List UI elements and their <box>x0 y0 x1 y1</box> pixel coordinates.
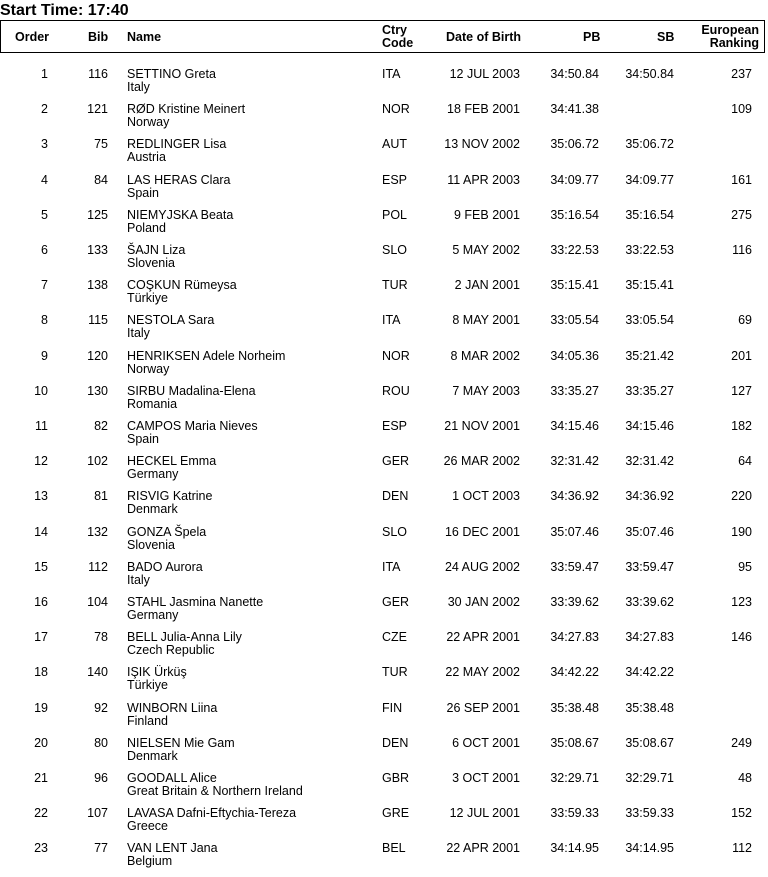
athlete-name: RISVIG Katrine <box>127 489 213 504</box>
country-code-cell: ROU <box>382 383 410 398</box>
country-code-cell: ESP <box>382 419 408 433</box>
personal-best-cell: 33:59.47 <box>550 559 599 574</box>
european-ranking-cell: 127 <box>731 383 752 398</box>
athlete-name: IŞIK Ürküş <box>127 665 187 680</box>
athlete-name: VAN LENT Jana <box>127 841 218 856</box>
season-best-cell: 35:06.72 <box>625 137 674 152</box>
athlete-country: Slovenia <box>127 537 175 552</box>
athlete-name: NESTOLA Sara <box>127 313 215 328</box>
bib-cell: 120 <box>87 348 108 363</box>
table-row <box>0 68 768 103</box>
order-cell: 8 <box>41 313 48 328</box>
athlete-country: Italy <box>127 326 150 341</box>
season-best-cell: 34:27.83 <box>625 630 674 645</box>
personal-best-cell: 34:27.83 <box>550 630 599 645</box>
athlete-country: Germany <box>127 608 179 622</box>
personal-best-cell: 33:39.62 <box>550 595 599 609</box>
season-best-cell: 35:08.67 <box>625 735 674 750</box>
athlete-cell <box>127 279 237 305</box>
table-row <box>0 702 768 737</box>
athlete-country: Greece <box>127 819 168 834</box>
personal-best-cell: 32:29.71 <box>550 771 599 785</box>
table-row <box>0 455 768 490</box>
country-code-cell: ITA <box>382 67 401 81</box>
athlete-cell <box>127 138 226 164</box>
country-code-cell: DEN <box>382 735 409 750</box>
country-code-cell: GER <box>382 595 410 609</box>
european-ranking-cell: 109 <box>731 102 752 117</box>
season-best-cell: 32:29.71 <box>625 771 674 785</box>
date-of-birth-cell: 22 APR 2001 <box>446 841 520 856</box>
header-date-of-birth: Date of Birth <box>446 30 521 44</box>
athlete-name: RØD Kristine Meinert <box>127 102 246 117</box>
athlete-name: HENRIKSEN Adele Norheim <box>127 348 286 363</box>
order-cell: 7 <box>41 278 48 293</box>
european-ranking-cell: 161 <box>731 172 752 187</box>
table-row <box>0 174 768 209</box>
order-cell: 15 <box>34 559 48 574</box>
athlete-country: Austria <box>127 150 166 165</box>
table-row <box>0 526 768 561</box>
table-header <box>0 20 765 53</box>
table-row <box>0 103 768 138</box>
bib-cell: 140 <box>87 665 108 680</box>
season-best-cell: 35:15.41 <box>625 278 674 293</box>
country-code-cell: FIN <box>382 700 403 715</box>
bib-cell: 102 <box>87 454 108 469</box>
table-row <box>0 279 768 314</box>
athlete-country: Germany <box>127 467 179 482</box>
personal-best-cell: 35:08.67 <box>550 735 599 750</box>
bib-cell: 80 <box>94 735 108 750</box>
athlete-country: Denmark <box>127 502 178 517</box>
season-best-cell: 34:36.92 <box>625 489 674 504</box>
european-ranking-cell: 146 <box>731 630 752 645</box>
date-of-birth-cell: 26 SEP 2001 <box>446 700 520 715</box>
season-best-cell: 35:38.48 <box>625 700 674 715</box>
country-code-cell: POL <box>382 207 408 222</box>
table-row <box>0 666 768 701</box>
athlete-country: Poland <box>127 220 166 235</box>
personal-best-cell: 35:06.72 <box>550 137 599 152</box>
athlete-name: REDLINGER Lisa <box>127 137 227 152</box>
season-best-cell: 32:31.42 <box>625 454 674 469</box>
date-of-birth-cell: 11 APR 2003 <box>447 172 520 187</box>
bib-cell: 138 <box>87 278 108 293</box>
personal-best-cell: 34:14.95 <box>550 841 599 856</box>
header-name: Name <box>127 30 162 44</box>
order-cell: 22 <box>34 806 48 821</box>
table-row <box>0 209 768 244</box>
european-ranking-cell: 123 <box>731 595 752 609</box>
table-row <box>0 244 768 279</box>
table-row <box>0 561 768 596</box>
personal-best-cell: 32:31.42 <box>550 454 599 469</box>
bib-cell: 107 <box>87 806 108 821</box>
european-ranking-cell: 48 <box>738 771 752 785</box>
order-cell: 23 <box>34 841 48 856</box>
order-cell: 13 <box>34 489 48 504</box>
header-pb: PB <box>583 30 601 44</box>
athlete-name: LAVASA Dafni-Eftychia-Tereza <box>127 806 297 821</box>
country-code-cell: GBR <box>382 771 410 785</box>
athlete-cell <box>127 737 235 763</box>
date-of-birth-cell: 13 NOV 2002 <box>444 137 520 152</box>
bib-cell: 84 <box>94 172 108 187</box>
date-of-birth-cell: 22 APR 2001 <box>446 630 520 645</box>
athlete-country: Czech Republic <box>127 643 215 658</box>
athlete-cell <box>127 455 216 481</box>
personal-best-cell: 34:42.22 <box>550 665 599 680</box>
personal-best-cell: 33:22.53 <box>550 243 599 257</box>
athlete-name: CAMPOS Maria Nieves <box>127 419 258 433</box>
season-best-cell: 33:39.62 <box>625 595 674 609</box>
european-ranking-cell: 237 <box>731 67 752 81</box>
table-row <box>0 138 768 173</box>
date-of-birth-cell: 21 NOV 2001 <box>444 419 520 433</box>
date-of-birth-cell: 5 MAY 2002 <box>452 243 520 257</box>
athlete-country: Türkiye <box>127 291 168 306</box>
order-cell: 3 <box>41 137 48 152</box>
athlete-cell <box>127 490 212 516</box>
bib-cell: 78 <box>94 630 108 645</box>
athlete-country: Denmark <box>127 748 178 763</box>
personal-best-cell: 34:09.77 <box>550 172 599 187</box>
country-code-cell: ESP <box>382 172 408 187</box>
country-code-cell: BEL <box>382 841 406 856</box>
country-code-cell: ITA <box>382 559 401 574</box>
header-european-ranking <box>691 24 759 50</box>
athlete-name: ŠAJN Liza <box>127 243 186 257</box>
european-ranking-cell: 69 <box>738 313 752 328</box>
athlete-name: HECKEL Emma <box>127 454 217 469</box>
athlete-cell <box>127 561 203 587</box>
european-ranking-cell: 220 <box>731 489 752 504</box>
athlete-cell <box>127 772 303 798</box>
table-row <box>0 350 768 385</box>
athlete-cell <box>127 842 218 868</box>
bib-cell: 130 <box>87 383 108 398</box>
bib-cell: 132 <box>87 524 108 539</box>
header-ctry-code <box>382 24 413 50</box>
bib-cell: 77 <box>94 841 108 856</box>
bib-cell: 92 <box>94 700 108 715</box>
athlete-cell <box>127 244 185 270</box>
country-code-cell: TUR <box>382 665 408 680</box>
date-of-birth-cell: 16 DEC 2001 <box>444 524 520 539</box>
athlete-country: Italy <box>127 80 150 94</box>
date-of-birth-cell: 7 MAY 2003 <box>452 383 520 398</box>
order-cell: 19 <box>34 700 48 715</box>
athlete-cell <box>127 666 187 692</box>
bib-cell: 133 <box>87 243 108 257</box>
athlete-cell <box>127 807 296 833</box>
season-best-cell: 33:59.33 <box>625 806 674 821</box>
european-ranking-cell: 64 <box>738 454 752 469</box>
date-of-birth-cell: 8 MAR 2002 <box>450 348 520 363</box>
country-code-cell: TUR <box>382 278 408 293</box>
table-row <box>0 314 768 349</box>
athlete-country: Finland <box>127 713 168 728</box>
athlete-name: NIELSEN Mie Gam <box>127 735 235 750</box>
header-bib: Bib <box>88 30 109 44</box>
date-of-birth-cell: 2 JAN 2001 <box>454 278 520 293</box>
country-code-cell: DEN <box>382 489 409 504</box>
bib-cell: 121 <box>87 102 108 117</box>
date-of-birth-cell: 12 JUL 2003 <box>449 67 520 81</box>
order-cell: 6 <box>41 243 48 257</box>
start-time-heading: Start Time: 17:40 <box>0 2 129 19</box>
athlete-name: GOODALL Alice <box>127 771 217 785</box>
date-of-birth-cell: 24 AUG 2002 <box>444 559 520 574</box>
athlete-country: Spain <box>127 432 159 446</box>
athlete-name: LAS HERAS Clara <box>127 172 231 187</box>
season-best-cell: 33:05.54 <box>625 313 674 328</box>
athlete-country: Romania <box>127 396 178 411</box>
table-row <box>0 420 768 455</box>
season-best-cell: 33:59.47 <box>625 559 674 574</box>
bib-cell: 96 <box>94 771 108 785</box>
european-ranking-cell: 152 <box>731 806 752 821</box>
table-row <box>0 807 768 842</box>
european-ranking-cell: 112 <box>732 841 752 856</box>
season-best-cell: 34:14.95 <box>625 841 674 856</box>
athlete-cell <box>127 314 214 340</box>
personal-best-cell: 34:05.36 <box>550 348 599 363</box>
date-of-birth-cell: 26 MAR 2002 <box>443 454 520 469</box>
season-best-cell: 35:07.46 <box>625 524 674 539</box>
table-row <box>0 631 768 666</box>
bib-cell: 125 <box>87 207 108 222</box>
date-of-birth-cell: 22 MAY 2002 <box>445 665 520 680</box>
country-code-cell: AUT <box>382 137 407 152</box>
athlete-cell <box>127 68 216 94</box>
personal-best-cell: 33:59.33 <box>550 806 599 821</box>
athlete-cell <box>127 209 233 235</box>
athlete-cell <box>127 420 258 446</box>
header-sb: SB <box>657 30 675 44</box>
header-rank-line1: European <box>701 23 759 37</box>
header-ctry-line1: Ctry <box>382 23 408 37</box>
season-best-cell: 34:15.46 <box>625 419 674 433</box>
season-best-cell: 34:09.77 <box>625 172 674 187</box>
date-of-birth-cell: 12 JUL 2001 <box>449 806 520 821</box>
bib-cell: 81 <box>94 489 108 504</box>
athlete-cell <box>127 526 206 552</box>
bib-cell: 116 <box>88 67 108 81</box>
table-row <box>0 385 768 420</box>
season-best-cell: 35:21.42 <box>625 348 674 363</box>
order-cell: 16 <box>34 595 48 609</box>
athlete-country: Norway <box>127 361 170 376</box>
personal-best-cell: 34:15.46 <box>550 419 599 433</box>
country-code-cell: NOR <box>382 102 410 117</box>
athlete-country: Italy <box>127 572 150 587</box>
date-of-birth-cell: 18 FEB 2001 <box>447 102 520 117</box>
personal-best-cell: 35:16.54 <box>550 207 599 222</box>
order-cell: 11 <box>35 419 48 433</box>
athlete-name: SETTINO Greta <box>127 67 216 81</box>
bib-cell: 104 <box>87 595 108 609</box>
date-of-birth-cell: 30 JAN 2002 <box>447 595 520 609</box>
order-cell: 17 <box>34 630 48 645</box>
athlete-name: GONZA Špela <box>127 524 207 539</box>
order-cell: 9 <box>41 348 48 363</box>
athlete-name: BELL Julia-Anna Lily <box>127 630 242 645</box>
bib-cell: 112 <box>88 559 108 574</box>
order-cell: 21 <box>34 771 48 785</box>
european-ranking-cell: 116 <box>732 243 752 257</box>
athlete-name: NIEMYJSKA Beata <box>127 207 234 222</box>
athlete-name: SIRBU Madalina-Elena <box>127 383 256 398</box>
date-of-birth-cell: 8 MAY 2001 <box>452 313 520 328</box>
personal-best-cell: 33:35.27 <box>550 383 599 398</box>
athlete-cell <box>127 596 263 622</box>
order-cell: 4 <box>41 172 48 187</box>
personal-best-cell: 35:07.46 <box>550 524 599 539</box>
order-cell: 14 <box>34 524 48 539</box>
order-cell: 5 <box>41 207 48 222</box>
bib-cell: 115 <box>88 313 108 328</box>
season-best-cell: 35:16.54 <box>625 207 674 222</box>
table-row <box>0 772 768 807</box>
header-ctry-line2: Code <box>382 36 414 50</box>
european-ranking-cell: 190 <box>731 524 752 539</box>
athlete-cell <box>127 702 217 728</box>
order-cell: 1 <box>41 67 48 81</box>
country-code-cell: GRE <box>382 806 410 821</box>
athlete-country: Spain <box>127 185 159 200</box>
date-of-birth-cell: 6 OCT 2001 <box>452 735 520 750</box>
athlete-country: Belgium <box>127 854 173 869</box>
order-cell: 10 <box>34 383 48 398</box>
athlete-country: Slovenia <box>127 256 175 270</box>
personal-best-cell: 35:15.41 <box>550 278 599 293</box>
athlete-cell <box>127 103 245 129</box>
athlete-cell <box>127 631 242 657</box>
athlete-name: COŞKUN Rümeysa <box>127 278 237 293</box>
country-code-cell: GER <box>382 454 410 469</box>
country-code-cell: NOR <box>382 348 410 363</box>
table-row <box>0 737 768 772</box>
order-cell: 2 <box>41 102 48 117</box>
table-row <box>0 490 768 525</box>
date-of-birth-cell: 3 OCT 2001 <box>452 771 520 785</box>
personal-best-cell: 35:38.48 <box>550 700 599 715</box>
european-ranking-cell: 201 <box>731 348 752 363</box>
athlete-country: Great Britain & Northern Ireland <box>127 784 303 798</box>
order-cell: 12 <box>34 454 48 469</box>
season-best-cell: 34:42.22 <box>625 665 674 680</box>
header-rank-line2: Ranking <box>709 36 759 50</box>
personal-best-cell: 34:36.92 <box>550 489 599 504</box>
personal-best-cell: 34:41.38 <box>550 102 599 117</box>
table-row <box>0 596 768 631</box>
country-code-cell: SLO <box>382 243 408 257</box>
date-of-birth-cell: 1 OCT 2003 <box>452 489 520 504</box>
european-ranking-cell: 95 <box>738 559 752 574</box>
season-best-cell: 34:50.84 <box>625 67 674 81</box>
athlete-cell <box>127 350 285 376</box>
personal-best-cell: 33:05.54 <box>550 313 599 328</box>
header-order: Order <box>15 30 50 44</box>
country-code-cell: ITA <box>382 313 401 328</box>
athlete-cell <box>127 174 231 200</box>
athlete-name: STAHL Jasmina Nanette <box>127 595 264 609</box>
personal-best-cell: 34:50.84 <box>550 67 599 81</box>
country-code-cell: SLO <box>382 524 408 539</box>
athlete-name: WINBORN Liina <box>127 700 218 715</box>
bib-cell: 82 <box>94 419 108 433</box>
order-cell: 18 <box>34 665 48 680</box>
athlete-name: BADO Aurora <box>127 559 203 574</box>
date-of-birth-cell: 9 FEB 2001 <box>453 207 520 222</box>
european-ranking-cell: 249 <box>731 735 752 750</box>
bib-cell: 75 <box>94 137 108 152</box>
athlete-cell <box>127 385 256 411</box>
european-ranking-cell: 182 <box>731 419 752 433</box>
european-ranking-cell: 275 <box>731 207 752 222</box>
order-cell: 20 <box>34 735 48 750</box>
athlete-country: Türkiye <box>127 678 168 693</box>
country-code-cell: CZE <box>382 630 407 645</box>
season-best-cell: 33:22.53 <box>625 243 674 257</box>
season-best-cell: 33:35.27 <box>625 383 674 398</box>
athlete-country: Norway <box>127 115 170 130</box>
